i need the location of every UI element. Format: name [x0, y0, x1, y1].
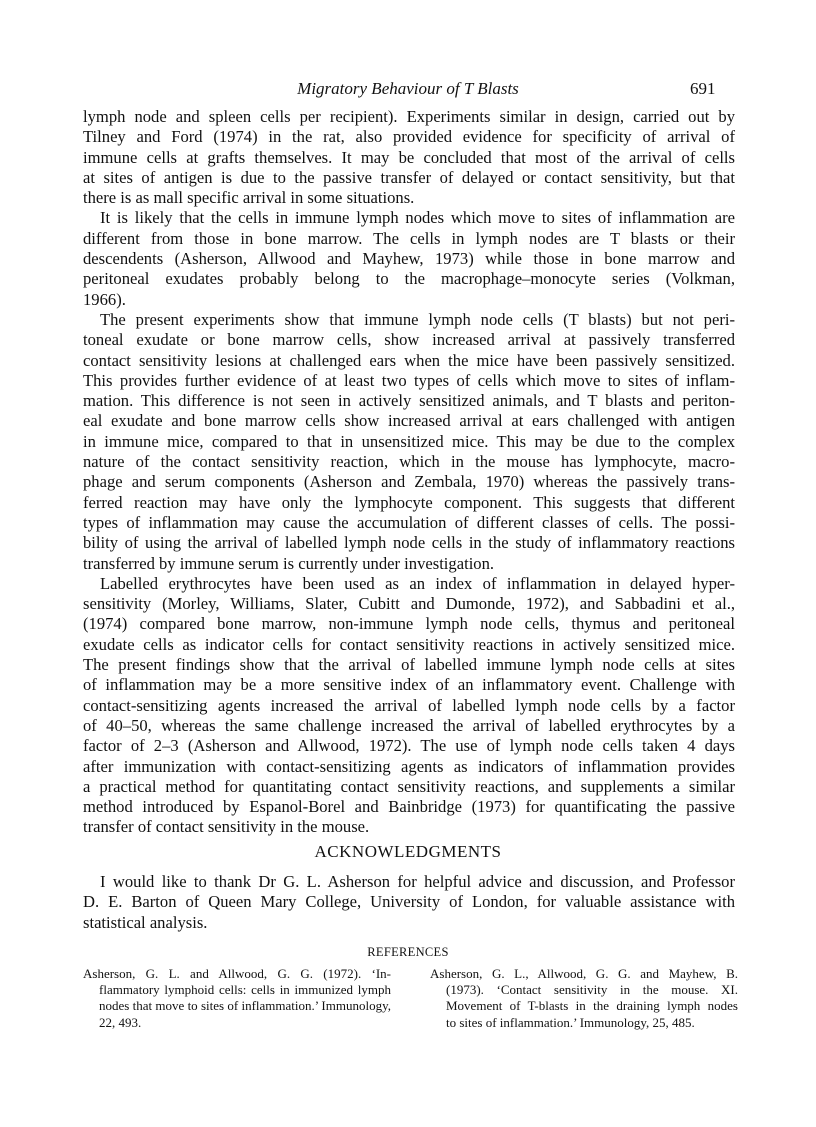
reference-line: flammatory lymphoid cells: cells in immunized lymph: [99, 982, 391, 998]
paragraph: [83, 574, 735, 838]
text-line: lymph node and spleen cells per recipient). Experiments similar in design, carried out by: [83, 107, 735, 126]
text-line: contact sensitivity lesions at challenged ears when the mice have been passively sensitized.: [83, 350, 735, 370]
reference-entry: [83, 966, 391, 1031]
text-line: bility of using the arrival of labelled lymph node cells in the study of inflammatory reactions: [83, 533, 735, 553]
body-text: [83, 107, 735, 838]
text-line: phage and serum components (Asherson and Zembala, 1970) whereas the passively trans-: [83, 472, 735, 492]
paragraph: [83, 107, 735, 208]
text-line: Labelled erythrocytes have been used as an index of inflammation in delayed hyper-: [100, 573, 735, 593]
text-line: peritoneal exudates probably belong to the macrophage–monocyte series (Volkman,: [83, 269, 735, 289]
text-line: eal exudate and bone marrow cells show increased arrival at ears challenged with antigen: [83, 411, 735, 431]
text-line: method introduced by Espanol-Borel and Bainbridge (1973) for quantificating the passive: [83, 797, 735, 817]
text-line: nature of the contact sensitivity reaction, which in the mouse has lymphocyte, macro-: [83, 452, 735, 472]
text-line: after immunization with contact-sensitizing agents as indicators of inflammation provides: [83, 756, 735, 776]
text-line: of inflammation may be a more sensitive index of an inflammatory event. Challenge with: [83, 675, 735, 695]
text-line: It is likely that the cells in immune lymph nodes which move to sites of inflammation are: [100, 208, 735, 228]
text-line: exudate cells as indicator cells for contact sensitivity reactions in actively sensitized mice.: [83, 634, 735, 654]
text-line: mation. This difference is not seen in actively sensitized animals, and T blasts and periton-: [83, 391, 735, 411]
text-line: The present findings show that the arrival of labelled immune lymph node cells at sites: [83, 655, 735, 675]
text-line: Tilney and Ford (1974) in the rat, also provided evidence for specificity of arrival of: [83, 127, 735, 147]
text-line: statistical analysis.: [83, 912, 208, 932]
running-header-title: Migratory Behaviour of T Blasts: [297, 79, 519, 98]
paragraph: [83, 208, 735, 309]
reference-line: Movement of T-blasts in the draining lymph nodes: [446, 998, 738, 1014]
text-line: The present experiments show that immune lymph node cells (T blasts) but not peri-: [100, 309, 735, 329]
text-line: factor of 2–3 (Asherson and Allwood, 1972). The use of lymph node cells taken 4 days: [83, 736, 735, 756]
page-number: 691: [690, 79, 716, 98]
text-line: (1974) compared bone marrow, non-immune lymph node cells, thymus and peritoneal: [83, 614, 735, 634]
reference-line: (1973). ‘Contact sensitivity in the mouse. XI.: [446, 982, 738, 998]
text-line: sensitivity (Morley, Williams, Slater, Cubitt and Dumonde, 1972), and Sabbadini et al.,: [83, 594, 735, 614]
text-line: immune cells at grafts themselves. It may be concluded that most of the arrival of cells: [83, 147, 735, 167]
text-line: This provides further evidence of at least two types of cells which move to sites of inflam-: [83, 370, 735, 390]
text-line: transfer of contact sensitivity in the mouse.: [83, 817, 370, 837]
reference-line: to sites of inflammation.’ Immunology, 25, 485.: [446, 1014, 695, 1030]
text-line: transferred by immune serum is currently under investigation.: [83, 553, 495, 573]
reference-line: nodes that move to sites of inflammation.’ Immunology,: [99, 998, 391, 1014]
paragraph: [83, 310, 735, 574]
acknowledgments-text: [83, 872, 735, 933]
text-line: D. E. Barton of Queen Mary College, University of London, for valuable assistance with: [83, 892, 735, 912]
acknowledgments-heading: ACKNOWLEDGMENTS: [314, 842, 502, 861]
text-line: contact-sensitizing agents increased the arrival of labelled lymph node cells by a factor: [83, 695, 735, 715]
text-line: types of inflammation may cause the accumulation of different classes of cells. The possi-: [83, 512, 735, 532]
reference-entry: [430, 966, 738, 1031]
text-line: 1966).: [83, 289, 126, 309]
reference-line: Asherson, G. L., Allwood, G. G. and Mayhew, B.: [430, 966, 738, 981]
text-line: in immune mice, compared to that in unsensitized mice. This may be due to the complex: [83, 431, 735, 451]
text-line: ferred reaction may have only the lymphocyte component. This suggests that different: [83, 492, 735, 512]
text-line: a practical method for quantitating contact sensitivity reactions, and supplements a similar: [83, 776, 735, 796]
text-line: at sites of antigen is due to the passive transfer of delayed or contact sensitivity, but that: [83, 167, 735, 187]
reference-line: Asherson, G. L. and Allwood, G. G. (1972). ‘In-: [83, 966, 391, 981]
reference-line: 22, 493.: [99, 1014, 142, 1030]
text-line: there is as mall specific arrival in some situations.: [83, 188, 415, 208]
text-line: different from those in bone marrow. The cells in lymph nodes are T blasts or their: [83, 228, 735, 248]
references-heading: REFERENCES: [367, 945, 449, 959]
text-line: of 40–50, whereas the same challenge increased the arrival of labelled erythrocytes by a: [83, 715, 735, 735]
text-line: descendents (Asherson, Allwood and Mayhew, 1973) while those in bone marrow and: [83, 249, 735, 269]
text-line: I would like to thank Dr G. L. Asherson for helpful advice and discussion, and Professor: [100, 872, 735, 891]
text-line: toneal exudate or bone marrow cells, show increased arrival at passively transferred: [83, 330, 735, 350]
